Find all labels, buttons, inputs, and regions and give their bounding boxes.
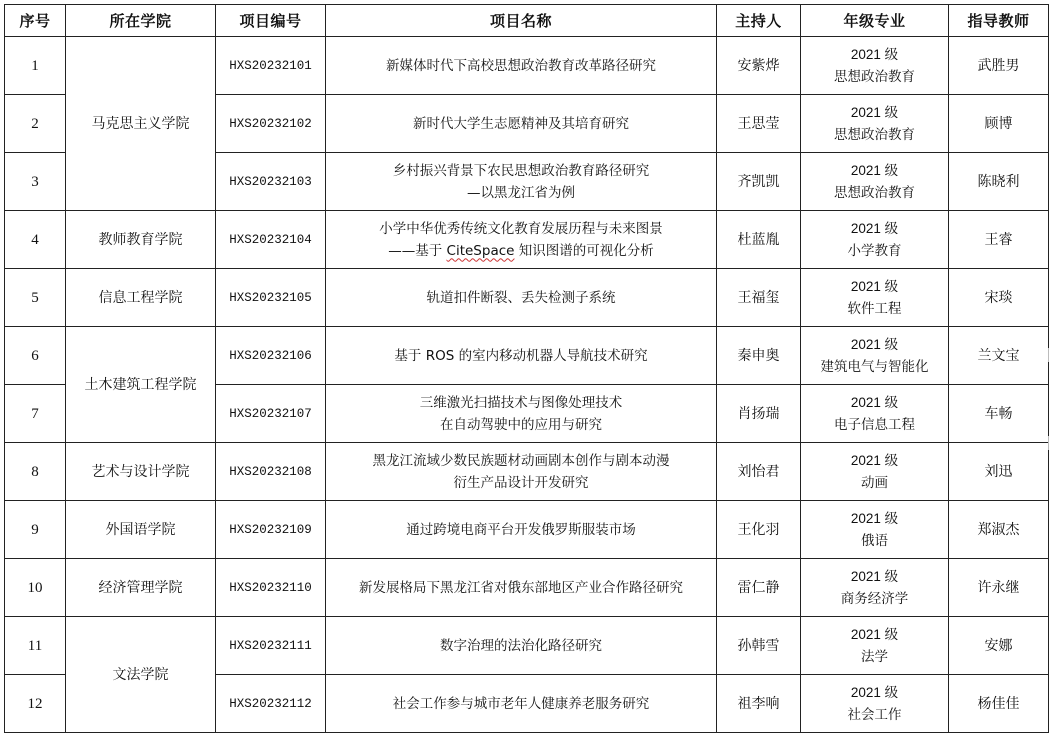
citespace-term: CiteSpace — [446, 242, 515, 259]
row-advisor: 杨佳佳 — [949, 675, 1049, 733]
row-seq: 11 — [5, 617, 66, 675]
grade-text: 2021 级 — [850, 46, 899, 62]
row-college: 文法学院 — [66, 617, 216, 733]
grade-text: 2021 级 — [850, 568, 899, 584]
project-name-line: 通过跨境电商平台开发俄罗斯服装市场 — [406, 521, 636, 538]
project-name-line: 新发展格局下黑龙江省对俄东部地区产业合作路径研究 — [359, 579, 683, 596]
project-table-wrapper — [4, 4, 1049, 733]
row-advisor: 顾博 — [949, 95, 1049, 153]
major-text: 社会工作 — [847, 706, 902, 723]
row-project-name — [326, 95, 717, 153]
header-major: 年级专业 — [801, 5, 949, 37]
row-college: 艺术与设计学院 — [66, 443, 216, 501]
row-host: 齐凯凯 — [717, 153, 801, 211]
header-advisor: 指导教师 — [949, 5, 1049, 37]
row-host: 刘怡君 — [717, 443, 801, 501]
grade-text: 2021 级 — [850, 104, 899, 120]
row-grade-major — [801, 153, 949, 211]
row-code: HXS20232106 — [216, 327, 326, 385]
row-project-name — [326, 153, 717, 211]
row-project-name — [326, 675, 717, 733]
row-grade-major — [801, 37, 949, 95]
row-college: 信息工程学院 — [66, 269, 216, 327]
row-advisor: 王睿 — [949, 211, 1049, 269]
table-row — [5, 211, 1049, 269]
row-code: HXS20232104 — [216, 211, 326, 269]
row-host: 雷仁静 — [717, 559, 801, 617]
row-grade-major — [801, 95, 949, 153]
row-host: 孙韩雪 — [717, 617, 801, 675]
project-table — [4, 4, 1049, 733]
row-college: 经济管理学院 — [66, 559, 216, 617]
row-grade-major — [801, 443, 949, 501]
project-name-line: 基于 ROS 的室内移动机器人导航技术研究 — [394, 347, 648, 364]
project-name-line: 数字治理的法治化路径研究 — [440, 637, 602, 654]
table-row — [5, 269, 1049, 327]
row-grade-major — [801, 327, 949, 385]
row-advisor: 武胜男 — [949, 37, 1049, 95]
row-grade-major — [801, 675, 949, 733]
header-seq: 序号 — [5, 5, 66, 37]
table-row — [5, 559, 1049, 617]
row-college: 土木建筑工程学院 — [66, 327, 216, 443]
header-code: 项目编号 — [216, 5, 326, 37]
row-seq: 5 — [5, 269, 66, 327]
row-advisor: 刘迅 — [949, 443, 1049, 501]
row-code: HXS20232109 — [216, 501, 326, 559]
name-prefix: ——基于 — [388, 242, 447, 259]
row-project-name — [326, 501, 717, 559]
grade-text: 2021 级 — [850, 510, 899, 526]
grade-text: 2021 级 — [850, 162, 899, 178]
project-name-line: 在自动驾驶中的应用与研究 — [440, 416, 602, 433]
edge-mark — [1048, 436, 1052, 450]
row-advisor: 安娜 — [949, 617, 1049, 675]
header-row — [5, 5, 1049, 37]
row-seq: 7 — [5, 385, 66, 443]
project-name-line: 小学中华优秀传统文化教育发展历程与未来图景 — [379, 220, 663, 237]
major-text: 思想政治教育 — [834, 68, 915, 85]
row-host: 祖李响 — [717, 675, 801, 733]
project-name-line: 轨道扣件断裂、丢失检测子系统 — [426, 289, 616, 306]
row-advisor: 陈晓利 — [949, 153, 1049, 211]
name-suffix: 知识图谱的可视化分析 — [514, 242, 654, 259]
row-seq: 2 — [5, 95, 66, 153]
project-name-line: 乡村振兴背景下农民思想政治教育路径研究 — [392, 162, 650, 179]
grade-text: 2021 级 — [850, 336, 899, 352]
row-project-name — [326, 327, 717, 385]
major-text: 俄语 — [861, 532, 888, 549]
row-host: 王思莹 — [717, 95, 801, 153]
row-host: 秦申奥 — [717, 327, 801, 385]
major-text: 法学 — [861, 648, 888, 665]
row-code: HXS20232103 — [216, 153, 326, 211]
row-code: HXS20232101 — [216, 37, 326, 95]
row-project-name — [326, 385, 717, 443]
row-project-name — [326, 443, 717, 501]
row-seq: 6 — [5, 327, 66, 385]
row-advisor: 郑淑杰 — [949, 501, 1049, 559]
major-text: 商务经济学 — [840, 590, 909, 607]
row-project-name — [326, 617, 717, 675]
row-advisor: 宋琰 — [949, 269, 1049, 327]
major-text: 小学教育 — [847, 242, 902, 259]
row-grade-major — [801, 269, 949, 327]
edge-mark — [1048, 348, 1052, 362]
grade-text: 2021 级 — [850, 278, 899, 294]
major-text: 思想政治教育 — [834, 184, 915, 201]
row-advisor: 兰文宝 — [949, 327, 1049, 385]
table-row — [5, 37, 1049, 95]
row-seq: 4 — [5, 211, 66, 269]
row-college: 外国语学院 — [66, 501, 216, 559]
header-college: 所在学院 — [66, 5, 216, 37]
project-name-line: 社会工作参与城市老年人健康养老服务研究 — [392, 695, 650, 712]
grade-text: 2021 级 — [850, 394, 899, 410]
major-text: 思想政治教育 — [834, 126, 915, 143]
row-college: 教师教育学院 — [66, 211, 216, 269]
row-college: 马克思主义学院 — [66, 37, 216, 211]
row-grade-major — [801, 559, 949, 617]
row-project-name — [326, 559, 717, 617]
grade-text: 2021 级 — [850, 626, 899, 642]
row-seq: 3 — [5, 153, 66, 211]
row-grade-major — [801, 211, 949, 269]
row-grade-major — [801, 501, 949, 559]
project-name-line: 衍生产品设计开发研究 — [453, 474, 589, 491]
row-code: HXS20232105 — [216, 269, 326, 327]
row-code: HXS20232108 — [216, 443, 326, 501]
header-name: 项目名称 — [326, 5, 717, 37]
row-code: HXS20232102 — [216, 95, 326, 153]
row-seq: 1 — [5, 37, 66, 95]
project-name-line: 三维激光扫描技术与图像处理技术 — [419, 394, 623, 411]
row-code: HXS20232110 — [216, 559, 326, 617]
row-seq: 10 — [5, 559, 66, 617]
row-project-name — [326, 37, 717, 95]
row-advisor: 许永继 — [949, 559, 1049, 617]
project-name-line: 新媒体时代下高校思想政治教育改革路径研究 — [386, 57, 656, 74]
row-code: HXS20232112 — [216, 675, 326, 733]
major-text: 软件工程 — [847, 300, 902, 317]
project-name-line — [326, 240, 716, 262]
major-text: 建筑电气与智能化 — [820, 358, 929, 375]
grade-text: 2021 级 — [850, 684, 899, 700]
table-row — [5, 443, 1049, 501]
row-host: 肖扬瑞 — [717, 385, 801, 443]
row-host: 王福玺 — [717, 269, 801, 327]
row-host: 王化羽 — [717, 501, 801, 559]
project-name-line: —以黑龙江省为例 — [467, 184, 575, 201]
major-text: 电子信息工程 — [834, 416, 915, 433]
row-project-name — [326, 269, 717, 327]
row-grade-major — [801, 617, 949, 675]
project-name-line: 新时代大学生志愿精神及其培育研究 — [413, 115, 629, 132]
grade-text: 2021 级 — [850, 220, 899, 236]
table-row — [5, 327, 1049, 385]
major-text: 动画 — [861, 474, 888, 491]
table-row — [5, 501, 1049, 559]
row-advisor: 车畅 — [949, 385, 1049, 443]
row-host: 安紫烨 — [717, 37, 801, 95]
row-code: HXS20232111 — [216, 617, 326, 675]
row-code: HXS20232107 — [216, 385, 326, 443]
row-seq: 9 — [5, 501, 66, 559]
table-row — [5, 617, 1049, 675]
grade-text: 2021 级 — [850, 452, 899, 468]
row-seq: 8 — [5, 443, 66, 501]
header-host: 主持人 — [717, 5, 801, 37]
project-name-line: 黑龙江流域少数民族题材动画剧本创作与剧本动漫 — [372, 452, 670, 469]
row-host: 杜蓝胤 — [717, 211, 801, 269]
row-project-name — [326, 211, 717, 269]
row-grade-major — [801, 385, 949, 443]
row-seq: 12 — [5, 675, 66, 733]
